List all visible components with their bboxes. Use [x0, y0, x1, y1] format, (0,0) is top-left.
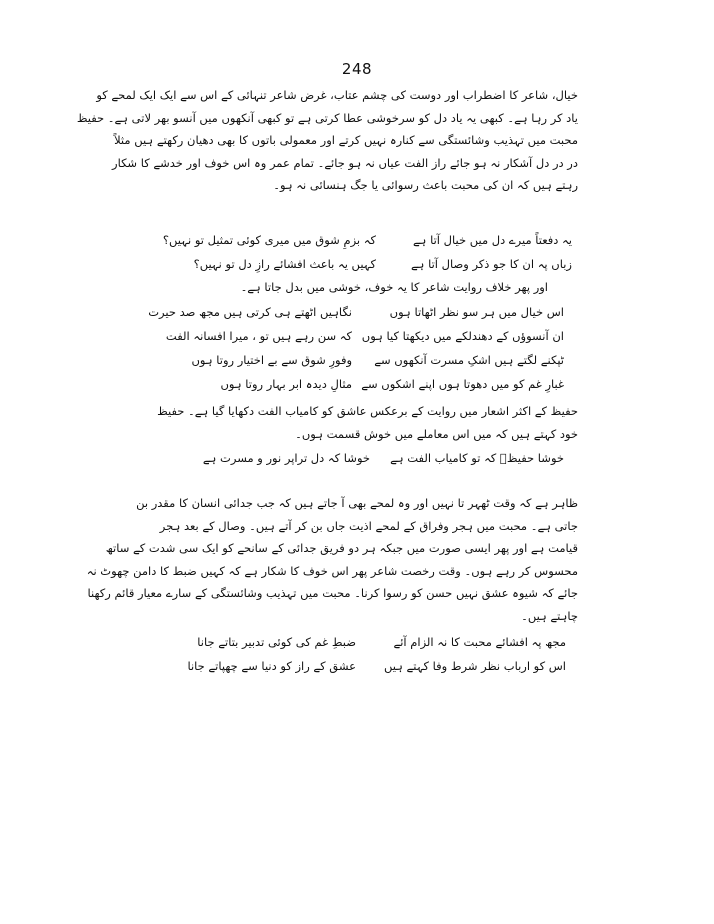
couplet — [176, 252, 572, 276]
couplet — [146, 654, 566, 678]
couplet — [146, 348, 564, 372]
hemistich-first: زباں پہ ان کا جو ذکر وصال آتا ہے — [410, 257, 572, 271]
hemistich-second: عشق کے راز کو دنیا سے چھپاتے جانا — [187, 659, 356, 673]
text-line: رہتے ہیں کہ ان کی محبت باعث رسوائی یا جگ ہنسائی نہ ہو۔ — [273, 178, 578, 192]
couplet-block-4 — [146, 630, 566, 678]
couplet — [162, 228, 572, 252]
couplet — [200, 446, 564, 470]
text-line: محبت میں تہذیب وشائستگی سے کنارہ نہیں کرتے اور معمولی باتوں کا بھی دھیان رکھتے ہیں مثلاً — [114, 133, 578, 147]
text-line: حفیظ کے اکثر اشعار میں روایت کے برعکس عاشق کو کامیاب الفت دکھایا گیا ہے۔ حفیظ — [157, 404, 578, 418]
hemistich-second: نگاہیں اٹھتے ہی کرتی ہیں مجھ صد حیرت — [148, 305, 352, 319]
couplet-block-2 — [146, 300, 564, 396]
text-line: ظاہر ہے کہ وقت ٹھہر تا نہیں اور وہ لمحے بھی آ جاتے ہیں کہ جب جدائی انسان کا مقدر بن — [136, 496, 578, 510]
paragraph-2 — [146, 400, 578, 445]
text-line: یاد کر رہا ہے۔ کبھی یہ یاد دل کو سرخوشی عطا کرتی ہے تو کبھی آنکھوں میں آنسو بھر لاتی ہے۔ حفیظ — [76, 110, 578, 125]
hemistich-second: کہ بزمِ شوق میں میری کوئی تمثیل تو نہیں؟ — [162, 233, 376, 247]
couplet-block-3 — [200, 446, 564, 470]
hemistich-second: کہ سن رہے ہیں تو ، میرا افسانہ الفت — [165, 329, 352, 343]
text-line: جاتی ہے۔ محبت میں ہجر وفراق کے لمحے اذیت جاں بن کر آتے ہیں۔ وصال کے بعد ہجر — [159, 518, 578, 533]
text-line: خیال، شاعر کا اضطراب اور دوست کی چشم عتاب، غرض شاعر تنہائی کے اس سے ایک ایک لمحے کو — [96, 88, 578, 102]
hemistich-first: اس کو ارباب نظر شرط وفا کہتے ہیں — [383, 659, 566, 673]
hemistich-second: ضبطِ غم کی کوئی تدبیر بتاتے جانا — [197, 635, 356, 649]
paragraph-3 — [86, 492, 578, 627]
intro-line: اور پھر خلاف روایت شاعر کا یہ خوف، خوشی میں بدل جاتا ہے۔ — [240, 280, 548, 294]
hemistich-second: وفورِ شوق سے بے اختیار روتا ہوں — [191, 353, 352, 367]
hemistich-first: خوشا حفیظؔ کہ تو کامیاب الفت ہے — [390, 451, 564, 465]
text-line: در در دل آشکار نہ ہو جائے راز الفت عیاں نہ ہو جائے۔ تمام عمر وہ اس خوف اور خدشے کا شکار — [112, 155, 578, 170]
text-line: محسوس کر رہے ہوں۔ وقت رخصت شاعر پھر اس خوف کا شکار ہے کہ کہیں ضبط کا دامن چھوٹ نہ — [86, 563, 578, 578]
couplet — [146, 324, 564, 348]
couplet-block-1 — [162, 228, 572, 276]
hemistich-first: اس خیال میں ہر سو نظر اٹھاتا ہوں — [389, 305, 564, 319]
text-line: جائے کہ شیوہ عشق نہیں حسن کو رسوا کرنا۔ محبت میں تہذیب وشائستگی کے سارے معیار قائم رکھنا — [87, 586, 578, 600]
hemistich-first: ان آنسوؤں کے دھندلکے میں دیکھتا کیا ہوں — [361, 329, 564, 343]
text-line: چاہتے ہیں۔ — [521, 608, 578, 623]
hemistich-second: خوشا کہ دل تراپر نور و مسرت ہے — [202, 451, 370, 465]
hemistich-first: یہ دفعتاً میرے دل میں خیال آتا ہے — [412, 233, 572, 247]
couplet — [146, 630, 566, 654]
paragraph-1 — [76, 84, 578, 197]
text-line: قیامت ہے اور پھر ایسی صورت میں جبکہ ہر دو فریق جدائی کے سانحے کو ایک سی شدت کے ساتھ — [105, 541, 578, 555]
hemistich-first: ٹپکنے لگتے ہیں اشکِ مسرت آنکھوں سے — [374, 353, 564, 367]
couplet — [146, 300, 564, 324]
text-line: خود کہتے ہیں کہ میں اس معاملے میں خوش قسمت ہوں۔ — [295, 426, 578, 441]
hemistich-first: مجھ پہ افشائے محبت کا نہ الزام آئے — [393, 635, 566, 649]
page-number: 248 — [341, 60, 373, 78]
hemistich-first: غبارِ غم کو میں دھوتا ہوں اپنے اشکوں سے — [361, 377, 564, 391]
couplet — [146, 372, 564, 396]
hemistich-second: مثالِ دیدہ ابر بہار روتا ہوں — [220, 377, 352, 391]
hemistich-second: کہیں یہ باعث افشائے رازِ دل تو نہیں؟ — [193, 257, 376, 271]
